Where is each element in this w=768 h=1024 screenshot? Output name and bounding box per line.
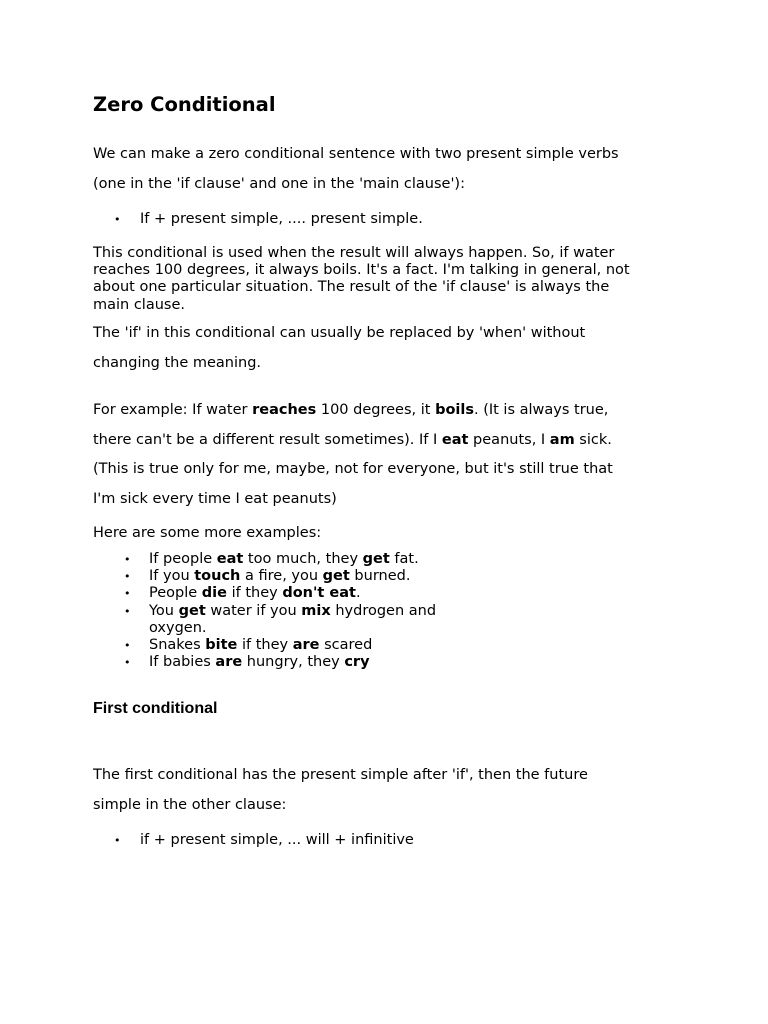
text-run: If people <box>149 551 217 567</box>
example-line: I'm sick every time I eat peanuts) <box>93 490 337 507</box>
zero-formula-list <box>93 211 673 228</box>
text-run: peanuts, I <box>468 431 550 448</box>
page-title: Zero Conditional <box>93 93 276 116</box>
text-run: too much, they <box>243 551 363 567</box>
first-formula-list <box>93 832 673 849</box>
text-run: Snakes <box>149 637 206 654</box>
example-paragraph <box>93 396 673 514</box>
bold-verb: eat <box>441 431 469 448</box>
example-line <box>93 396 673 426</box>
usage-line: main clause. <box>93 296 185 313</box>
list-item <box>93 637 473 654</box>
bold-verb: touch <box>194 568 241 585</box>
usage-line: reaches 100 degrees, it always boils. It's a fact. I'm talking in general, not <box>93 262 630 279</box>
section-heading: First conditional <box>93 700 218 717</box>
list-item <box>93 568 473 585</box>
bold-verb: eat <box>216 551 244 567</box>
text-run: water if you <box>205 602 302 619</box>
usage-paragraph <box>93 245 673 314</box>
bold-verb: bite <box>205 637 238 654</box>
bold-verb: cry <box>344 654 370 671</box>
more-examples-heading: Here are some more examples: <box>93 525 322 541</box>
first-conditional-line: The first conditional has the present simple after 'if', then the future <box>93 767 588 783</box>
usage-line: This conditional is used when the result will always happen. So, if water <box>93 245 615 261</box>
replace-line: changing the meaning. <box>93 354 262 371</box>
bold-verb: are <box>292 637 320 654</box>
text-run: a fire, you <box>240 568 323 585</box>
text-run: scared <box>319 637 373 654</box>
text-run: sick. <box>574 431 612 448</box>
bold-verb: are <box>215 654 243 671</box>
text-run: burned. <box>349 568 411 585</box>
list-item: • if + present simple, ... will + infinitive <box>93 832 673 849</box>
list-item <box>93 603 473 637</box>
more-examples-list <box>93 551 473 671</box>
replace-line: The 'if' in this conditional can usually be replaced by 'when' without <box>93 325 586 341</box>
bold-verb: am <box>549 431 575 448</box>
list-item <box>93 654 473 671</box>
list-item: • If + present simple, .... present simple. <box>93 211 673 228</box>
text-run: People <box>149 585 202 602</box>
text-run: hungry, they <box>242 654 345 671</box>
bold-verb: mix <box>301 602 331 619</box>
text-run: if they <box>237 637 293 654</box>
usage-line: about one particular situation. The result of the 'if clause' is always the <box>93 279 610 296</box>
text-run: if they <box>226 585 283 602</box>
replace-paragraph <box>93 319 673 378</box>
first-conditional-line: simple in the other clause: <box>93 796 287 813</box>
text-run: If you <box>149 568 195 585</box>
text-run: there can't be a different result sometimes). If I <box>93 431 442 448</box>
bold-verb: don't eat <box>282 585 356 602</box>
intro-line: We can make a zero conditional sentence with two present simple verbs <box>93 146 619 162</box>
bold-verb: reaches <box>252 402 317 418</box>
text-run: 100 degrees, it <box>316 402 436 418</box>
text-run: hydrogen and oxygen. <box>149 602 437 636</box>
text-run: fat. <box>389 551 419 567</box>
example-line <box>93 426 673 456</box>
intro-line: (one in the 'if clause' and one in the 'main clause'): <box>93 175 465 192</box>
text-run: You <box>149 602 179 619</box>
bold-verb: die <box>201 585 227 602</box>
bold-verb: boils <box>435 402 474 418</box>
first-conditional-paragraph <box>93 761 673 820</box>
text-run: . (It is always true, <box>473 402 609 418</box>
intro-paragraph <box>93 140 673 199</box>
bold-verb: get <box>178 602 206 619</box>
list-item <box>93 551 473 568</box>
text-run: . <box>355 585 361 602</box>
text-run: If babies <box>149 654 216 671</box>
example-line: (This is true only for me, maybe, not for everyone, but it's still true that <box>93 461 613 477</box>
bold-verb: get <box>322 568 350 585</box>
list-item <box>93 585 473 602</box>
text-run: For example: If water <box>93 402 253 418</box>
bold-verb: get <box>362 551 390 567</box>
